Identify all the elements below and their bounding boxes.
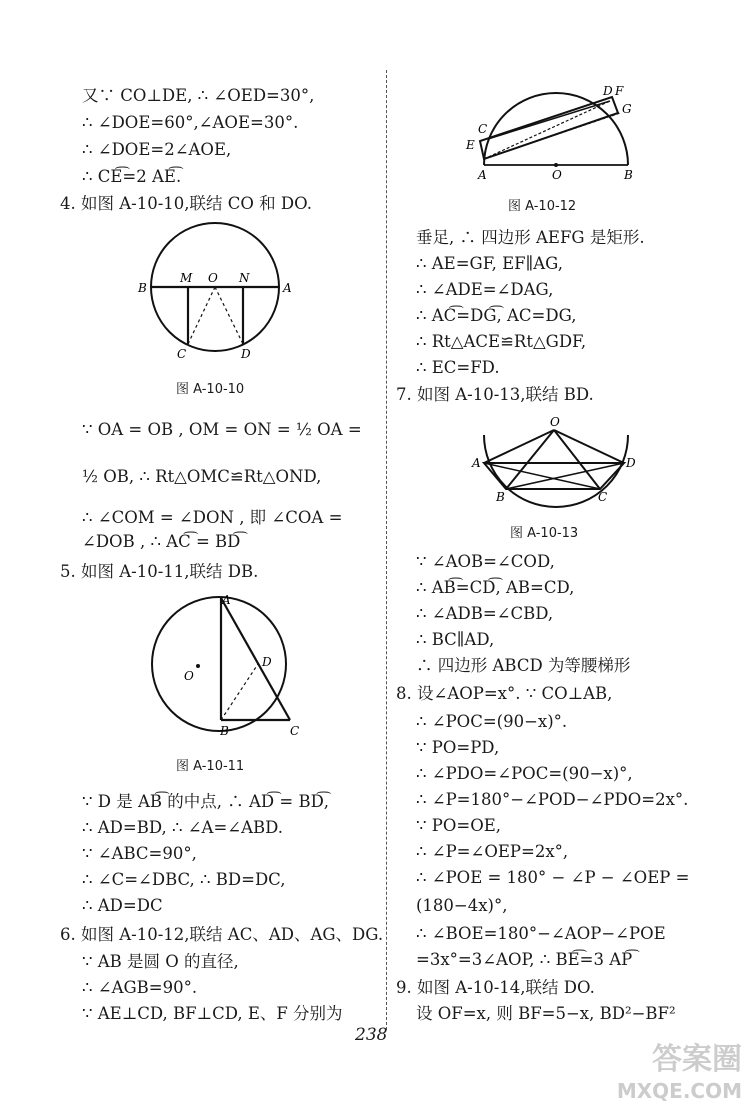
- point-label: D: [626, 456, 636, 470]
- problem-heading: 9. 如图 A-10-14,联结 DO.: [396, 978, 595, 997]
- figure-caption: 图 A-10-11: [176, 759, 245, 774]
- point-label: A: [222, 593, 231, 607]
- text-line: ∵ D 是 AB͡ 的中点, ∴ AD͡ = BD͡,: [82, 792, 330, 811]
- text-line: ∴ ∠C=∠DBC, ∴ BD=DC,: [82, 870, 286, 889]
- point-label: G: [622, 102, 632, 116]
- text-line: 又∵ CO⊥DE, ∴ ∠OED=30°,: [82, 86, 315, 105]
- text-line: ∴ ∠DOE=2∠AOE,: [82, 140, 232, 159]
- text-line: ∴ ∠POC=(90−x)°.: [416, 712, 568, 731]
- text-line: ∴ ∠P=∠OEP=2x°,: [416, 842, 569, 861]
- text-line: ∴ ∠ADB=∠CBD,: [416, 604, 554, 623]
- text-line: ∴ ∠DOE=60°,∠AOE=30°.: [82, 113, 299, 132]
- problem-heading: 7. 如图 A-10-13,联结 BD.: [396, 385, 594, 404]
- point-label: C: [177, 347, 187, 361]
- point-label: D: [262, 655, 272, 669]
- text-line: ∴ ∠ADE=∠DAG,: [416, 280, 554, 299]
- text-line: ∴ AE=GF, EF∥AG,: [416, 254, 563, 273]
- figure-a-10-13: [470, 415, 640, 515]
- text-line: ∴ ∠AGB=90°.: [82, 978, 198, 997]
- text-line: ½ OB, ∴ Rt△OMC≌Rt△OND,: [82, 467, 322, 486]
- text-line: ∵ PO=PD,: [416, 738, 500, 757]
- text-line: ∵ ∠ABC=90°,: [82, 844, 197, 863]
- text-line: ∵ PO=OE,: [416, 816, 502, 835]
- point-label: F: [615, 85, 624, 98]
- column-divider: [386, 70, 387, 1030]
- text-line: ∵ AE⊥CD, BF⊥CD, E、F 分别为: [82, 1004, 343, 1023]
- point-label: O: [208, 271, 218, 285]
- point-label: C: [290, 724, 300, 738]
- point-label: D: [241, 347, 251, 361]
- point-label: D: [603, 85, 613, 98]
- text-line: ∴ EC=FD.: [416, 358, 500, 377]
- point-label: A: [478, 168, 487, 182]
- text-line: ∴ CE͡=2 AE͡.: [82, 167, 182, 186]
- watermark-text: 答案圈: [652, 1042, 742, 1077]
- page-number: 238: [355, 1025, 388, 1045]
- text-line: ∴ ∠COM = ∠DON , 即 ∠COA =: [82, 508, 343, 527]
- figure-caption: 图 A-10-13: [510, 526, 579, 541]
- text-line: ∴ BC∥AD,: [416, 630, 495, 649]
- watermark-logo: [612, 1042, 742, 1114]
- point-label: B: [496, 490, 505, 504]
- text-line: ∴ ∠P=180°−∠POD−∠PDO=2x°.: [416, 790, 689, 809]
- point-label: C: [478, 122, 488, 136]
- point-label: O: [550, 415, 560, 429]
- text-line: ∴ AD=DC: [82, 896, 163, 915]
- text-line: 垂足, ∴ 四边形 AEFG 是矩形.: [416, 228, 645, 247]
- point-label: B: [624, 168, 633, 182]
- point-label: A: [283, 281, 292, 295]
- problem-heading: 6. 如图 A-10-12,联结 AC、AD、AG、DG.: [60, 925, 384, 944]
- figure-caption: 图 A-10-12: [508, 199, 577, 214]
- text-line: ∴ 四边形 ABCD 为等腰梯形: [416, 656, 631, 675]
- figure-a-10-11: [132, 592, 312, 742]
- point-label: O: [184, 669, 194, 683]
- figure-caption: 图 A-10-10: [176, 382, 245, 397]
- text-line: ∠DOB , ∴ AC͡ = BD͡: [82, 532, 241, 551]
- point-label: N: [239, 271, 250, 285]
- point-label: C: [598, 490, 608, 504]
- problem-heading: 4. 如图 A-10-10,联结 CO 和 DO.: [60, 194, 312, 213]
- text-line: ∴ AC͡=DG͡, AC=DG,: [416, 306, 577, 325]
- text-line: (180−4x)°,: [416, 896, 508, 915]
- point-label: B: [220, 724, 229, 738]
- watermark-url: MXQE.COM: [616, 1079, 742, 1103]
- text-line: ∴ Rt△ACE≌Rt△GDF,: [416, 332, 587, 351]
- problem-heading: 5. 如图 A-10-11,联结 DB.: [60, 562, 259, 581]
- point-label: B: [138, 281, 147, 295]
- point-label: A: [472, 456, 481, 470]
- text-line: ∴ AD=BD, ∴ ∠A=∠ABD.: [82, 818, 284, 837]
- text-line: ∵ AB 是圆 O 的直径,: [82, 952, 239, 971]
- problem-heading: 8. 设∠AOP=x°. ∵ CO⊥AB,: [396, 684, 613, 703]
- text-line: ∴ ∠PDO=∠POC=(90−x)°,: [416, 764, 633, 783]
- text-line: ∴ ∠POE = 180° − ∠P − ∠OEP =: [416, 868, 690, 887]
- point-label: E: [466, 138, 475, 152]
- figure-a-10-12: [460, 85, 640, 185]
- point-label: O: [552, 168, 562, 182]
- text-line: 设 OF=x, 则 BF=5−x, BD²−BF²: [416, 1004, 676, 1023]
- text-line: ∵ ∠AOB=∠COD,: [416, 552, 555, 571]
- text-line: ∴ ∠BOE=180°−∠AOP−∠POE: [416, 924, 666, 943]
- text-line: ∴ AB͡=CD͡, AB=CD,: [416, 578, 575, 597]
- text-line: ∵ OA = OB , OM = ON = ½ OA =: [82, 420, 362, 439]
- point-label: M: [180, 271, 193, 285]
- figure-a-10-10: [135, 222, 305, 367]
- text-line: =3x°=3∠AOP, ∴ BE͡=3 AP͡: [416, 950, 633, 969]
